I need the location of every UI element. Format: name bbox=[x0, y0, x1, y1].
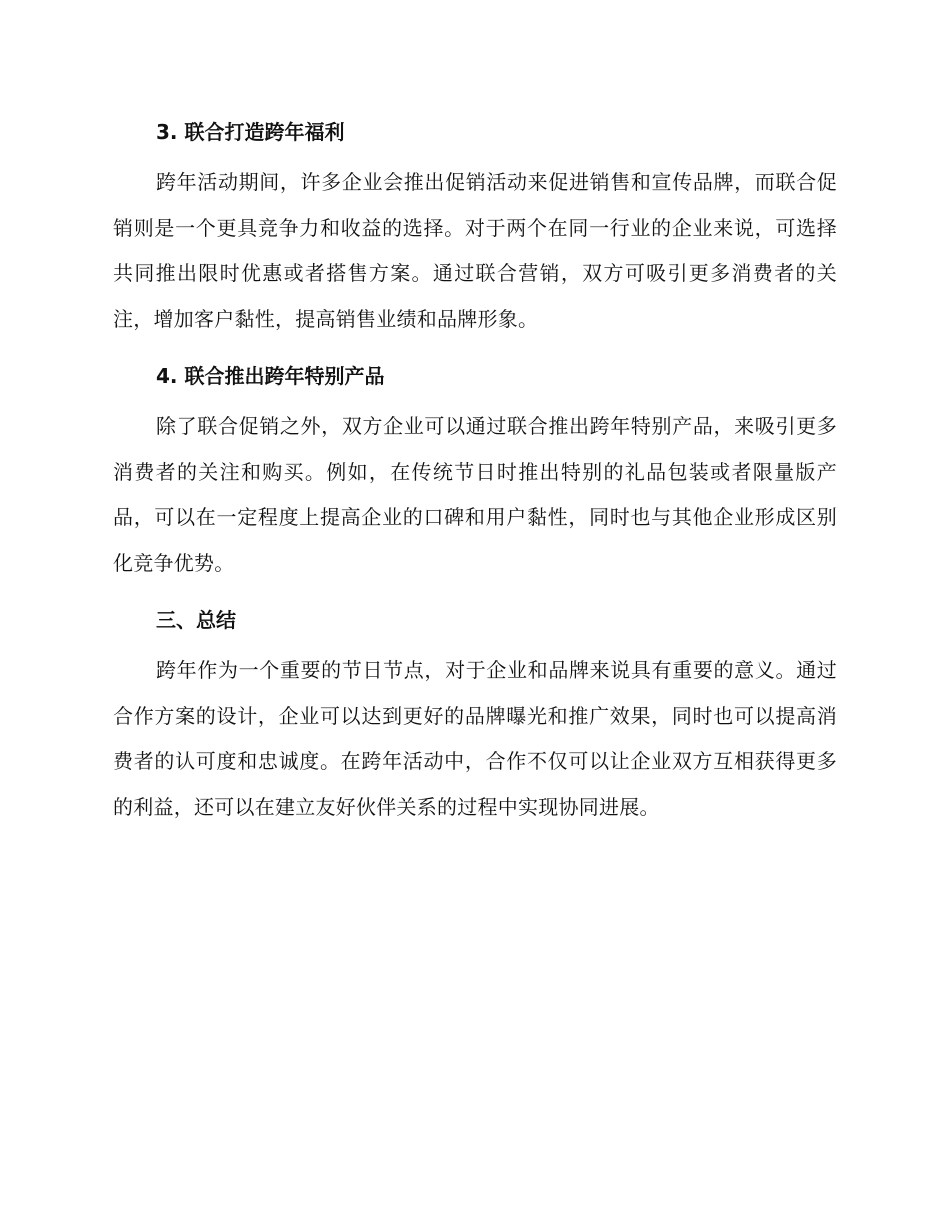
document-page bbox=[113, 108, 837, 830]
section-paragraph-summary: 跨年作为一个重要的节日节点，对于企业和品牌来说具有重要的意义。通过合作方案的设计，企业可以达到更好的品牌曝光和推广效果，同时也可以提高消费者的认可度和忠诚度。在跨年活动中，合作不仅可以让企业双方互相获得更多的利益，还可以在建立友好伙伴关系的过程中实现协同进展。 bbox=[113, 658, 837, 819]
section-heading-summary: 三、总结 bbox=[156, 608, 236, 632]
section-heading-special-products: 4. 联合推出跨年特别产品 bbox=[156, 364, 385, 388]
section-paragraph-special-products: 除了联合促销之外，双方企业可以通过联合推出跨年特别产品，来吸引更多消费者的关注和购买。例如，在传统节日时推出特别的礼品包装或者限量版产品，可以在一定程度上提高企业的口碑和用户黏性，同时也与其他企业形成区别化竞争优势。 bbox=[113, 414, 837, 575]
section-heading-joint-benefits: 3. 联合打造跨年福利 bbox=[156, 120, 345, 144]
section-paragraph-joint-benefits: 跨年活动期间，许多企业会推出促销活动来促进销售和宣传品牌，而联合促销则是一个更具竞争力和收益的选择。对于两个在同一行业的企业来说，可选择共同推出限时优惠或者搭售方案。通过联合营销，双方可吸引更多消费者的关注，增加客户黏性，提高销售业绩和品牌形象。 bbox=[113, 170, 837, 331]
